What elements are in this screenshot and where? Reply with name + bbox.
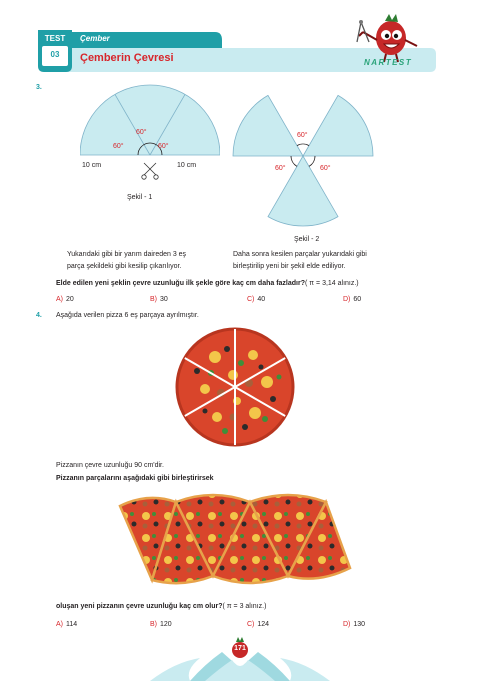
q4-perimeter-text: Pizzanın çevre uzunluğu 90 cm'dir.	[56, 462, 164, 469]
q3-question	[56, 279, 359, 289]
q3-text-left-line2: parça şekildeki gibi kesilip çıkarılıyor.	[67, 263, 182, 270]
q4-question-text: oluşan yeni pizzanın çevre uzunluğu kaç cm olur?	[56, 603, 223, 610]
fig2-angle-top: 60°	[297, 132, 308, 139]
subject-label: Çember	[80, 34, 110, 43]
q3-pi-note: ( π = 3,14 alınız.)	[304, 280, 359, 287]
brand-logo-text: NARTEST	[364, 58, 413, 67]
q4-option-d[interactable]	[343, 620, 365, 629]
header	[0, 0, 480, 80]
q3-option-c[interactable]	[247, 295, 265, 304]
page-title: Çemberin Çevresi	[80, 52, 174, 64]
fig1-left-length: 10 cm	[82, 162, 102, 169]
fig2-angle-left: 60°	[275, 165, 286, 172]
q3-question-text: Elde edilen yeni şeklin çevre uzunluğu ilk şekle göre kaç cm daha fazladır?	[56, 280, 305, 287]
q3-text-right-line1: Daha sonra kesilen parçalar yukarıdaki gibi	[233, 251, 367, 258]
option-letter: D)	[343, 296, 351, 303]
page-number: 171	[234, 645, 246, 652]
footer-decoration	[0, 632, 480, 681]
option-value: 114	[66, 621, 78, 628]
option-value: 30	[160, 296, 168, 303]
q4-option-c[interactable]	[247, 620, 269, 629]
figure-1-semicircle	[80, 83, 220, 193]
option-value: 120	[160, 621, 172, 628]
test-label: TEST	[44, 34, 66, 43]
figure-2-rearranged	[228, 93, 378, 233]
pizza-rearranged-image	[118, 488, 368, 588]
q4-question	[56, 602, 266, 612]
pizza-whole-image	[175, 327, 295, 447]
option-value: 40	[257, 296, 266, 303]
fig1-angle-top: 60°	[136, 129, 147, 136]
test-number: 03	[50, 50, 60, 59]
option-letter: C)	[247, 296, 255, 303]
question-number: 4.	[36, 312, 42, 319]
q3-text-right-line2: birleştirilip yeni bir şekil elde ediliyor.	[233, 263, 346, 270]
fig1-angle-right: 60°	[158, 143, 169, 150]
option-letter: A)	[56, 296, 63, 303]
q3-option-d[interactable]	[343, 295, 361, 304]
fig1-right-length: 10 cm	[177, 162, 197, 169]
option-letter: B)	[150, 296, 157, 303]
fig2-angle-right: 60°	[320, 165, 331, 172]
fig1-angle-left: 60°	[113, 143, 124, 150]
q4-intro: Aşağıda verilen pizza 6 eş parçaya ayrılmıştır.	[56, 312, 199, 319]
option-value: 130	[353, 621, 366, 628]
option-value: 60	[353, 296, 362, 303]
q3-option-a[interactable]	[56, 295, 74, 304]
q3-text-left-line1: Yukarıdaki gibi bir yarım daireden 3 eş	[67, 251, 187, 258]
option-value: 124	[257, 621, 270, 628]
mascot-logo	[355, 8, 425, 64]
option-letter: D)	[343, 621, 351, 628]
q4-option-b[interactable]	[150, 620, 172, 629]
q4-instruction: Pizzanın parçalarını aşağıdaki gibi birleştirirsek	[56, 475, 214, 482]
q4-option-a[interactable]	[56, 620, 77, 629]
option-value: 20	[66, 296, 74, 303]
q3-option-b[interactable]	[150, 295, 168, 304]
fig2-caption: Şekil - 2	[294, 236, 320, 243]
option-letter: A)	[56, 621, 63, 628]
fig1-caption: Şekil - 1	[127, 194, 153, 201]
option-letter: C)	[247, 621, 255, 628]
question-number: 3.	[36, 84, 42, 91]
scissors-icon	[142, 163, 158, 179]
option-letter: B)	[150, 621, 157, 628]
q4-pi-note: ( π = 3 alınız.)	[222, 603, 267, 610]
